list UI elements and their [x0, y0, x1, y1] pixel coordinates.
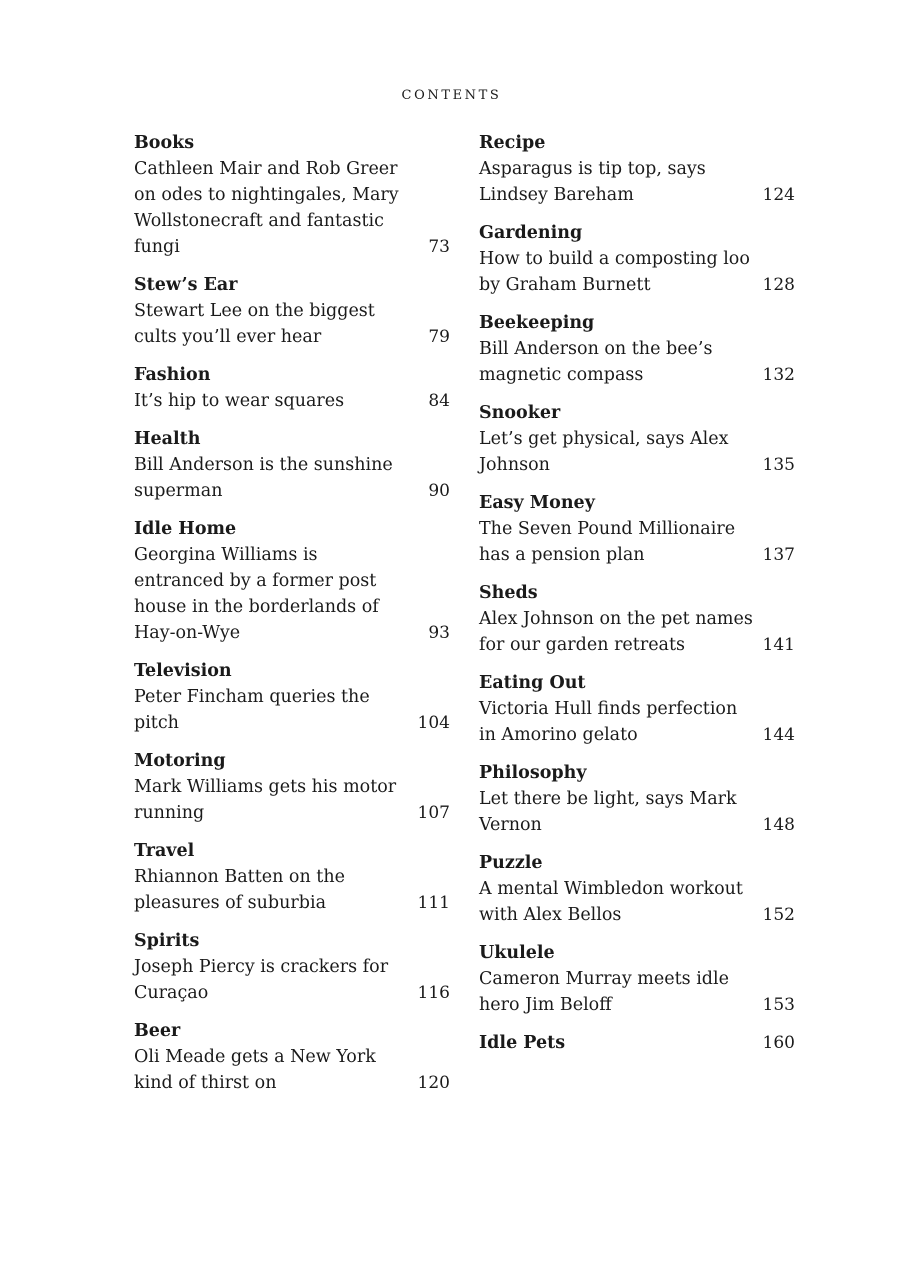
contents-entry-puzzle[interactable] [479, 850, 795, 928]
entry-page-number: 104 [417, 713, 450, 733]
contents-entry-television[interactable] [134, 658, 450, 736]
entry-description: Joseph Piercy is crackers for Curaçao [134, 957, 389, 1003]
contents-entry-recipe[interactable] [479, 130, 795, 208]
entry-heading: Easy Money [479, 493, 595, 513]
entry-page-number: 141 [762, 635, 795, 655]
entry-heading: Books [134, 133, 195, 153]
entry-description: Stewart Lee on the biggest cults you’ll ever hear [134, 301, 375, 347]
contents-entry-travel[interactable] [134, 838, 450, 916]
entry-page-number: 132 [762, 365, 795, 385]
entry-heading: Philosophy [479, 763, 587, 783]
entry-description: Let there be light, says Mark Vernon [479, 789, 737, 835]
entry-heading: Television [134, 661, 232, 681]
entry-description: How to build a composting loo by Graham Burnett [479, 249, 750, 295]
entry-heading: Motoring [134, 751, 226, 771]
contents-entry-idle-pets[interactable] [479, 1030, 795, 1056]
entry-page-number: 93 [428, 623, 450, 643]
entry-page-number: 107 [417, 803, 450, 823]
entry-description: Georgina Williams is entranced by a former post house in the borderlands of Hay-on-Wye [134, 545, 379, 643]
contents-entry-stews-ear[interactable] [134, 272, 450, 350]
entry-description: The Seven Pound Millionaire has a pension plan [479, 519, 736, 565]
entry-heading: Beer [134, 1021, 181, 1041]
entry-page-number: 135 [762, 455, 795, 475]
contents-entry-eating-out[interactable] [479, 670, 795, 748]
entry-page-number: 73 [428, 237, 450, 257]
entry-description: Cathleen Mair and Rob Greer on odes to nightingales, Mary Wollstonecraft and fantastic fungi [134, 159, 399, 257]
entry-page-number: 90 [428, 481, 450, 501]
contents-right-column [479, 130, 795, 1068]
entry-page-number: 153 [762, 995, 795, 1015]
contents-entry-books[interactable] [134, 130, 450, 260]
entry-heading: Eating Out [479, 673, 586, 693]
entry-description: It’s hip to wear squares [134, 391, 345, 411]
contents-entry-spirits[interactable] [134, 928, 450, 1006]
entry-page-number: 160 [762, 1033, 795, 1053]
contents-entry-idle-home[interactable] [134, 516, 450, 646]
page-title: CONTENTS [401, 88, 502, 103]
entry-page-number: 111 [417, 893, 450, 913]
entry-description: Bill Anderson on the bee’s magnetic compass [479, 339, 713, 385]
entry-heading: Beekeeping [479, 313, 595, 333]
entry-page-number: 148 [762, 815, 795, 835]
entry-page-number: 137 [762, 545, 795, 565]
entry-page-number: 144 [762, 725, 795, 745]
entry-heading: Travel [134, 841, 195, 861]
contents-entry-beekeeping[interactable] [479, 310, 795, 388]
entry-description: Peter Fincham queries the pitch [134, 687, 370, 733]
entry-page-number: 152 [762, 905, 795, 925]
entry-description: Alex Johnson on the pet names for our garden retreats [479, 609, 753, 655]
contents-entry-ukulele[interactable] [479, 940, 795, 1018]
contents-entry-health[interactable] [134, 426, 450, 504]
entry-heading: Puzzle [479, 853, 543, 873]
entry-page-number: 120 [417, 1073, 450, 1093]
entry-description: Bill Anderson is the sunshine superman [134, 455, 393, 501]
entry-description: A mental Wimbledon workout with Alex Bellos [479, 879, 743, 925]
entry-description: Rhiannon Batten on the pleasures of suburbia [134, 867, 345, 913]
entry-heading: Idle Home [134, 519, 237, 539]
entry-heading: Snooker [479, 403, 561, 423]
entry-page-number: 84 [428, 391, 450, 411]
entry-description: Asparagus is tip top, says Lindsey Bareham [479, 159, 706, 205]
entry-page-number: 124 [762, 185, 795, 205]
contents-entry-easy-money[interactable] [479, 490, 795, 568]
entry-heading: Gardening [479, 223, 583, 243]
entry-heading: Stew’s Ear [134, 275, 238, 295]
entry-page-number: 128 [762, 275, 795, 295]
entry-heading: Idle Pets [479, 1033, 566, 1053]
entry-page-number: 79 [428, 327, 450, 347]
entry-heading: Health [134, 429, 201, 449]
entry-heading: Sheds [479, 583, 538, 603]
entry-description: Victoria Hull finds perfection in Amorino gelato [479, 699, 738, 745]
contents-entry-motoring[interactable] [134, 748, 450, 826]
contents-left-column [134, 130, 450, 1108]
entry-page-number: 116 [417, 983, 450, 1003]
contents-entry-snooker[interactable] [479, 400, 795, 478]
entry-description: Mark Williams gets his motor running [134, 777, 397, 823]
entry-description: Cameron Murray meets idle hero Jim Beloff [479, 969, 729, 1015]
entry-heading: Recipe [479, 133, 546, 153]
entry-description: Let’s get physical, says Alex Johnson [479, 429, 729, 475]
entry-description: Oli Meade gets a New York kind of thirst on [134, 1047, 376, 1093]
entry-heading: Fashion [134, 365, 211, 385]
contents-entry-sheds[interactable] [479, 580, 795, 658]
contents-entry-philosophy[interactable] [479, 760, 795, 838]
contents-entry-fashion[interactable] [134, 362, 450, 414]
contents-entry-gardening[interactable] [479, 220, 795, 298]
entry-heading: Spirits [134, 931, 200, 951]
entry-heading: Ukulele [479, 943, 555, 963]
contents-entry-beer[interactable] [134, 1018, 450, 1096]
